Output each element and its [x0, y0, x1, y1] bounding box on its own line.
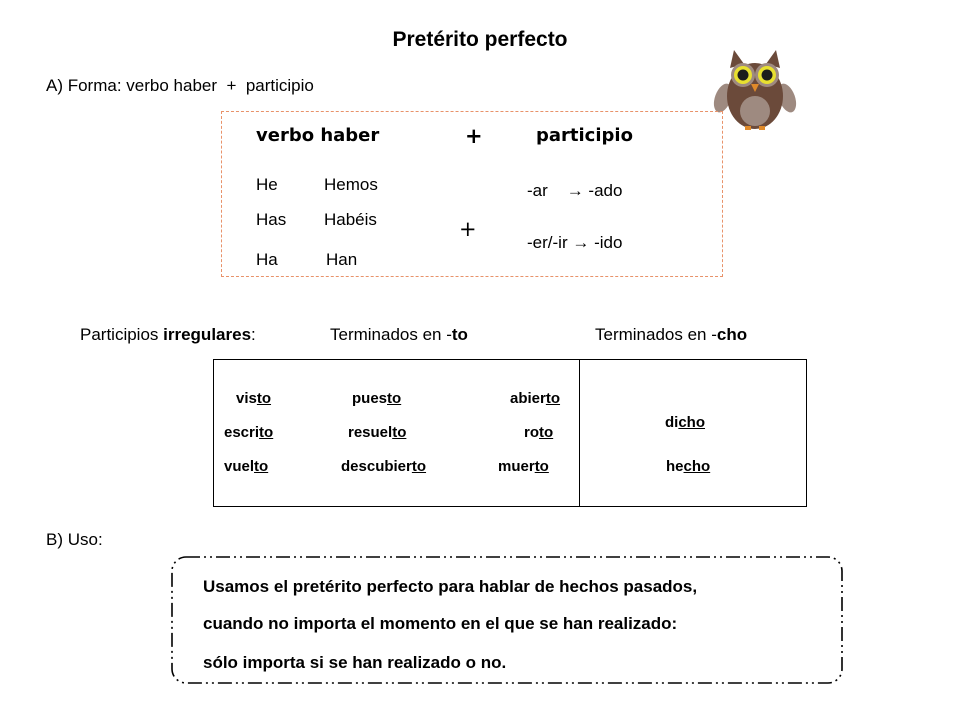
- participle-abierto: abierto: [510, 390, 561, 407]
- participle-vuelto: vuelto: [224, 458, 269, 475]
- irregulares-table: [213, 359, 807, 507]
- haber-plural-1: Hemos: [324, 175, 378, 194]
- rule-ar-ending: -ar: [527, 181, 548, 200]
- participle-dicho: dicho: [665, 414, 706, 431]
- participle-escrito: escrito: [224, 424, 274, 441]
- header-participio: participio: [536, 125, 633, 146]
- participle-hecho: hecho: [666, 458, 711, 475]
- terminados-cho-label: Terminados en -cho: [595, 325, 748, 344]
- haber-singular-2: Has: [256, 210, 287, 229]
- terminados-to-label: Terminados en -to: [330, 325, 468, 344]
- rule-ar-result: -ado: [588, 181, 623, 200]
- arrow-icon: →: [566, 181, 584, 200]
- uso-line-1: Usamos el pretérito perfecto para hablar de hechos pasados,: [203, 577, 698, 596]
- header-plus: +: [465, 124, 483, 148]
- section-a-label: A) Forma: verbo haber + participio: [46, 76, 314, 95]
- uso-line-2: cuando no importa el momento en el que se han realizado:: [203, 614, 678, 633]
- arrow-icon: →: [572, 233, 590, 252]
- rule-er-ir-result: -ido: [594, 233, 623, 252]
- rule-er-ir-ending: -er/-ir: [527, 233, 568, 252]
- page-title: Pretérito perfecto: [392, 28, 568, 51]
- irregulares-label: Participios irregulares:: [80, 325, 256, 344]
- middle-plus: +: [459, 217, 477, 241]
- owl-icon: [712, 48, 798, 134]
- rule-er-ir: [527, 233, 622, 253]
- haber-plural-2: Habéis: [324, 210, 377, 229]
- section-b-label: B) Uso:: [46, 530, 103, 549]
- participle-muerto: muerto: [498, 458, 549, 475]
- participle-visto: visto: [236, 390, 272, 407]
- participle-roto: roto: [524, 424, 554, 441]
- participle-descubierto: descubierto: [341, 458, 427, 475]
- uso-line-3: sólo importa si se han realizado o no.: [203, 653, 507, 672]
- rule-ar: [527, 181, 622, 201]
- haber-singular-1: He: [256, 175, 278, 194]
- haber-plural-3: Han: [326, 250, 358, 269]
- participle-resuelto: resuelto: [348, 424, 407, 441]
- haber-singular-3: Ha: [256, 250, 278, 269]
- header-verbo-haber: verbo haber: [256, 125, 380, 146]
- table-divider: [579, 359, 580, 506]
- participle-puesto: puesto: [352, 390, 402, 407]
